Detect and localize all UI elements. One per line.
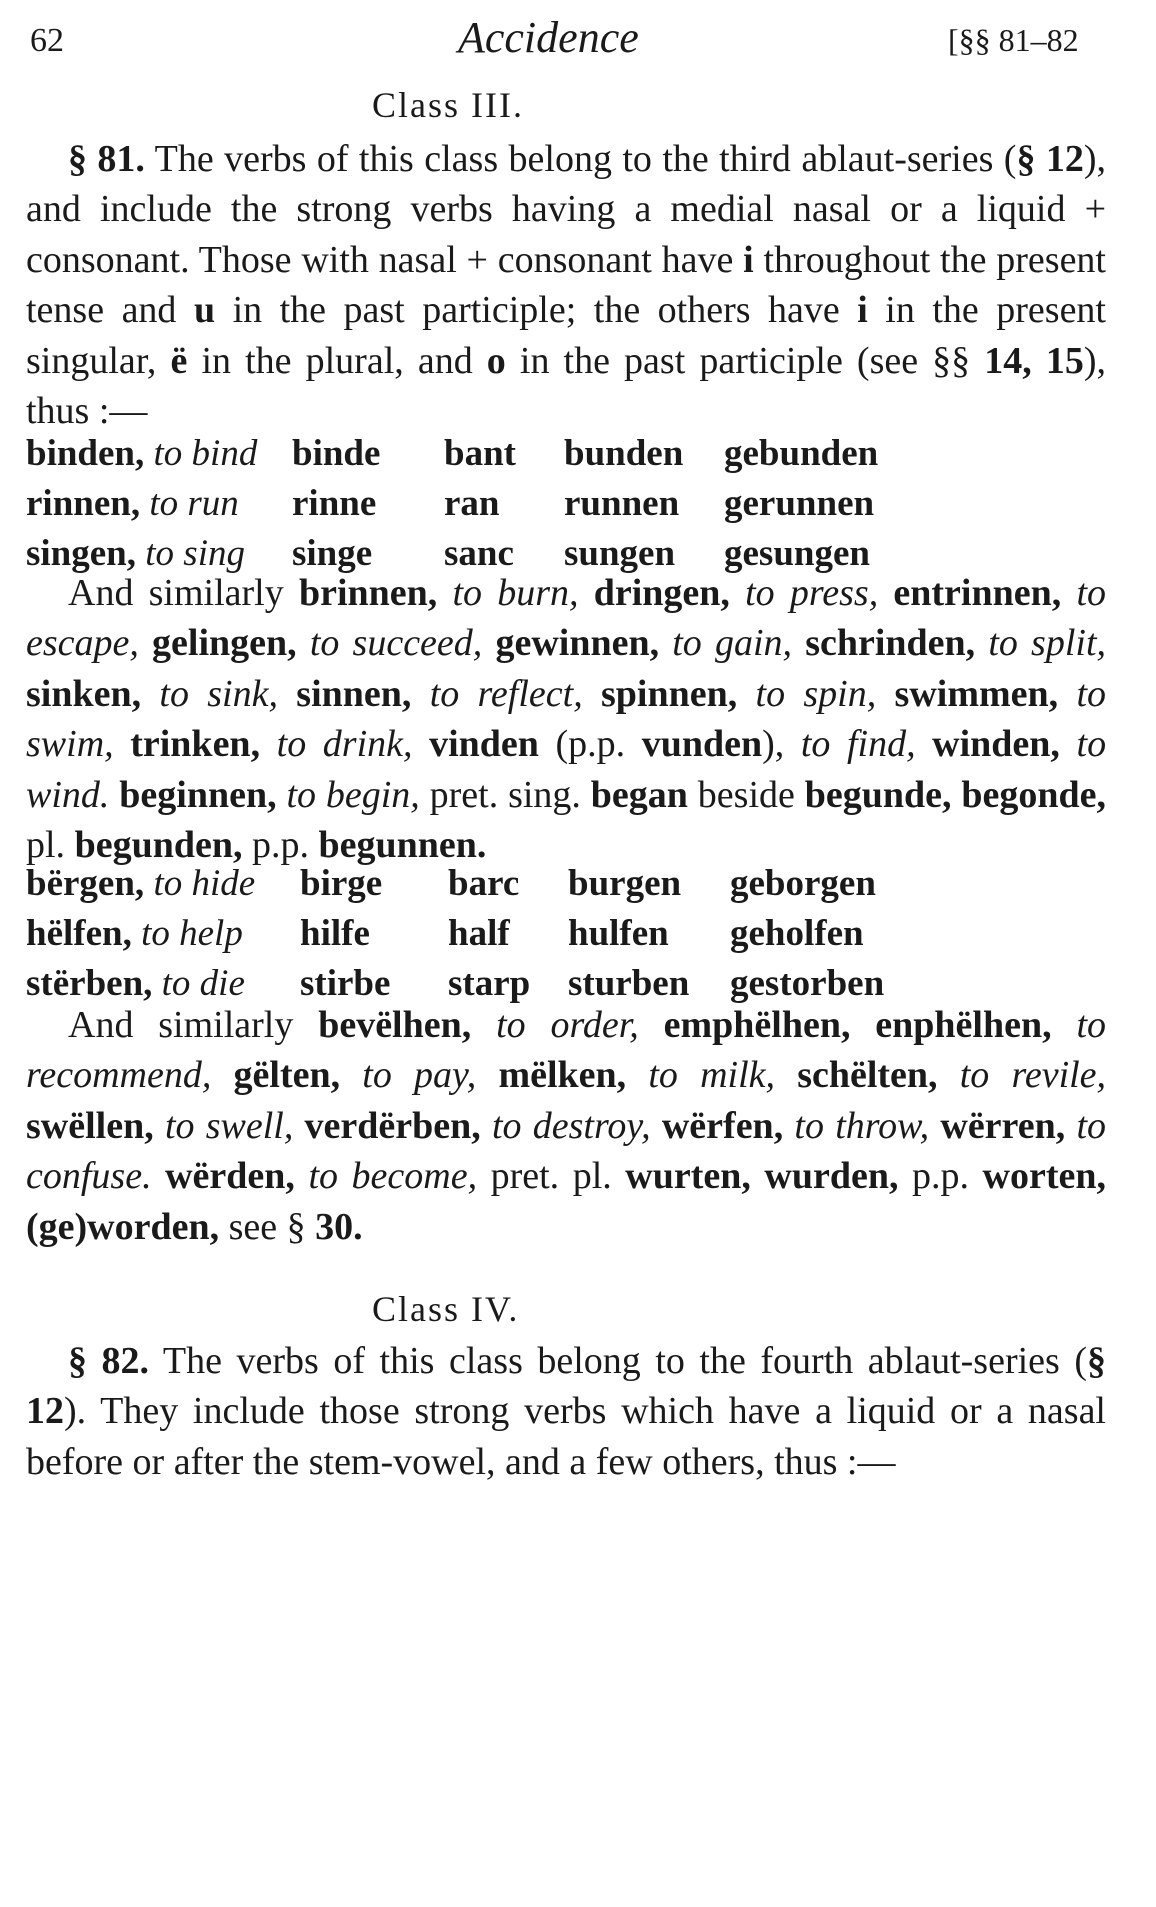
section-81-number: § 81. <box>68 138 145 180</box>
similar-verbs-nasal: And similarly brinnen, to burn, dringen, to press, entrinnen, to escape, gelingen, to succeed, gewinnen, to gain, schrinden, to split, sinken, to sink, sinnen, to reflect, spinnen, to spin, swimmen, to swim, trinken, to drink, vinden (p.p. vunden), to find, winden, to wind. beginnen, to begin, pret. sing. began beside begunde, begonde, pl. begunden, p.p. begunnen. <box>26 572 1107 867</box>
paragraph-81: § 81. The verbs of this class belong to the third ablaut-series (§ 12), and include the strong verbs having a medial nasal or a liquid + consonant. Those with nasal + consonant have i throughout the present tense and u in the past participle; the others have i in the present singular, ë in the plural, and o in the past participle (see §§ 14, 15), thus :— <box>26 138 1107 433</box>
similar-verbs-liquid: And similarly bevëlhen, to order, emphëlhen, enphëlhen, to recommend, gëlten, to pay, mëlken, to milk, schëlten, to revile, swëllen, to swell, verdërben, to destroy, wërfen, to throw, wërren, to confuse. wërden, to become, pret. pl. wurten, wurden, p.p. worten, (ge)worden, see § 30. <box>26 1004 1107 1248</box>
page-number: 62 <box>30 22 64 59</box>
class-iv-heading: Class IV. <box>372 1289 520 1329</box>
section-82-number: § 82. <box>68 1340 150 1382</box>
book-page: 62 Accidence [§§ 81–82 Class III. § 81. The verbs of this class belong to the third ablaut-series (§ 12), and include the strong verbs having a medial nasal or a liquid + consonant. Those with nasal + consonant have i throughout the present tense and u in the past participle; the others have i in the present singular, ë in the plural, and o in the past participle (see §§ 14, 15), thus :— binden, to bind binde bant bunden gebunden rinnen, to run rinne ran runnen gerunnen singen, to sing singe sanc sungen gesungen And similarly brinnen, to burn, dringen, to press, entrinnen, to escape, gelingen, to succeed, gewinnen, to gain, schrinden, to split, sinken, to sink, sinnen, to reflect, spinnen, to spin, swimmen, to swim, trinken, to drink, vinden (p.p. vunden), to find, winden, to wind. beginnen, to begin, pret. sing. began beside begunde, begonde, pl. begunden, p.p. begunnen. bërgen, to hide birge barc burgen geborgen hëlfen, to help hilfe half hulfen geholfen stërben, to die stirbe starp sturben gestorben And similarly bevëlhen, to order, emphëlhen, enphëlhen, to recommend, gëlten, to pay, mëlken, to milk, schëlten, to revile, swëllen, to swell, verdërben, to destroy, wërfen, to throw, wërren, to confuse. wërden, to become, pret. pl. wurten, wurden, p.p. worten, (ge)worden, see § 30. Class IV. § 82. The verbs of this class belong to the fourth ablaut-series (§ 12). They include those strong verbs which have a liquid or a nasal before or after the stem-vowel, and a few others, thus :— <box>0 0 1156 1907</box>
section-range: [§§ 81–82 <box>948 22 1079 58</box>
paragraph-82: § 82. The verbs of this class belong to the fourth ablaut-series (§ 12). They include those strong verbs which have a liquid or a nasal before or after the stem-vowel, and a few others, thus :— <box>26 1340 1107 1483</box>
running-title: Accidence <box>458 13 639 62</box>
class-iii-heading: Class III. <box>372 85 524 125</box>
